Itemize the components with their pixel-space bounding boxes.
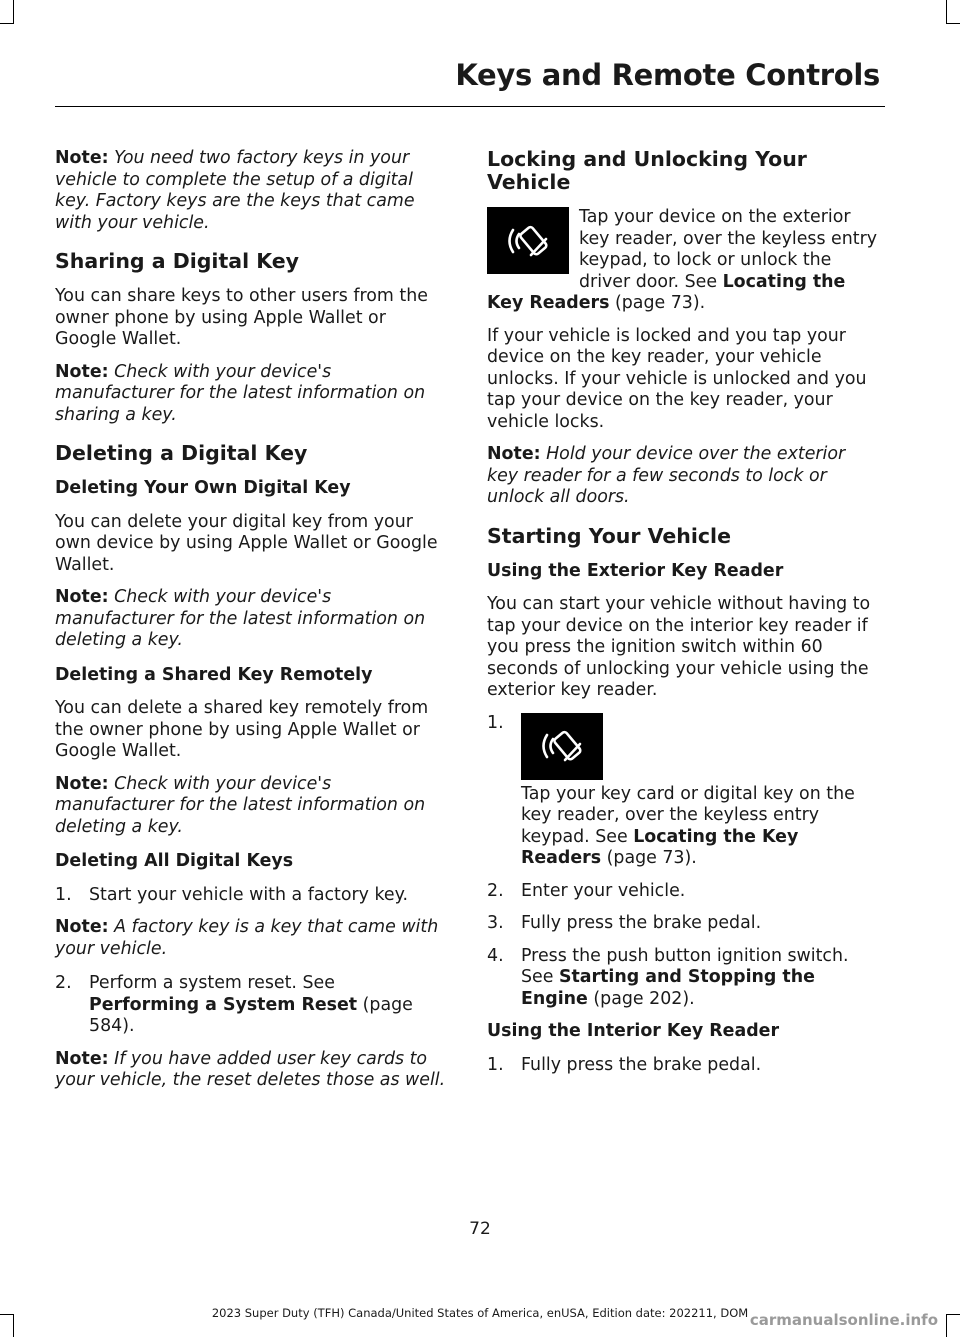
right-column [487, 148, 879, 1087]
list-item [55, 973, 447, 1038]
paragraph: You can start your vehicle without having to tap your device on the interior key reader if you press the ignition switch within 60 seconds of unlocking your vehicle using the exterior key reader. [487, 594, 871, 700]
heading-locking-unlocking: Locking and Unlocking Your Vehicle [487, 147, 807, 194]
note-text: A factory key is a key that came with your vehicle. [55, 917, 439, 959]
list-text [521, 713, 879, 870]
list-text-post: (page 584). [89, 994, 413, 1036]
page-title: Keys and Remote Controls [455, 58, 880, 92]
subheading-deleting-own-key: Deleting Your Own Digital Key [55, 478, 351, 498]
list-item [487, 881, 879, 903]
list-number: 4. [487, 945, 504, 966]
note-text: Check with your device's manufacturer for the latest information on sharing a key. [55, 361, 426, 425]
subheading-interior-key-reader: Using the Interior Key Reader [487, 1021, 780, 1041]
note [55, 587, 447, 652]
list-text-pre: Perform a system reset. See [89, 973, 335, 993]
paragraph: You can share keys to other users from the owner phone by using Apple Wallet or Google Wallet. [55, 286, 428, 349]
list-number: 3. [487, 913, 504, 933]
list-number: 1. [487, 712, 504, 733]
note-label: Note: [55, 587, 109, 607]
list-text: Start your vehicle with a factory key. [89, 884, 408, 905]
header-rule [55, 106, 885, 107]
left-column [55, 148, 447, 1105]
list-number: 1. [55, 884, 72, 905]
note-label: Note: [55, 773, 109, 794]
list-text [521, 946, 879, 1011]
paragraph-text-pre: Tap your device on the exterior key reader, over the keyless entry keypad, to lock or unlock the driver door. See [579, 207, 878, 292]
note-text: Hold your device over the exterior key reader for a few seconds to lock or unlock all doors. [487, 444, 846, 507]
list-item [55, 885, 447, 907]
nfc-tap-icon-graphic [501, 217, 555, 265]
crop-mark-top-left-v [13, 0, 14, 23]
list-text: Fully press the brake pedal. [521, 913, 762, 933]
list-item [487, 946, 879, 1011]
crop-mark-top-left-h [0, 23, 14, 24]
heading-deleting-digital-key: Deleting a Digital Key [55, 441, 308, 465]
note [55, 774, 447, 839]
note-label: Note: [55, 1048, 109, 1069]
note [55, 917, 447, 960]
list-number: 1. [487, 1054, 504, 1075]
note-label: Note: [55, 148, 109, 168]
note-label: Note: [55, 917, 109, 937]
cross-reference-link[interactable]: Locating the Key Readers [521, 826, 799, 868]
subheading-deleting-shared-key: Deleting a Shared Key Remotely [55, 664, 373, 685]
note-label: Note: [55, 361, 109, 382]
note [55, 148, 447, 234]
list-text-pre: Tap your key card or digital key on the key reader, over the keyless entry keypad. See [521, 783, 855, 847]
heading-starting-vehicle: Starting Your Vehicle [487, 523, 731, 548]
list-text [89, 973, 447, 1038]
note [55, 1049, 447, 1092]
paragraph: You can delete your digital key from your own device by using Apple Wallet or Google Wallet. [55, 511, 438, 575]
heading-sharing-digital-key: Sharing a Digital Key [55, 249, 300, 273]
cross-reference-link[interactable]: Performing a System Reset [89, 994, 358, 1015]
edition-footer: 2023 Super Duty (TFH) Canada/United States of America, enUSA, Edition date: 202211, DOM [211, 1306, 749, 1320]
note-label: Note: [487, 444, 541, 464]
list-text: Enter your vehicle. [521, 880, 686, 901]
page-number: 72 [469, 1219, 491, 1239]
list-text-post: (page 202). [587, 988, 695, 1009]
note-text: You need two factory keys in your vehicle to complete the setup of a digital key. Factory keys are the keys that came with your vehicle. [55, 148, 415, 233]
watermark: carmanualsonline.info [749, 1311, 938, 1329]
list-number: 2. [55, 973, 72, 993]
note-text: If you have added user key cards to your vehicle, the reset deletes those as well. [55, 1048, 446, 1090]
crop-mark-top-right-v [946, 0, 947, 23]
nfc-tap-icon [487, 207, 569, 274]
note [487, 444, 879, 509]
note-text: Check with your device's manufacturer for the latest information on deleting a key. [55, 587, 426, 650]
list-item [487, 913, 879, 935]
nfc-tap-icon [521, 713, 603, 780]
paragraph [487, 207, 879, 315]
list-text: Fully press the brake pedal. [521, 1054, 762, 1075]
note [55, 362, 447, 427]
list-text-post: (page 73). [601, 848, 697, 868]
subheading-deleting-all-keys: Deleting All Digital Keys [55, 851, 294, 871]
crop-mark-top-right-h [946, 23, 960, 24]
note-text: Check with your device's manufacturer for the latest information on deleting a key. [55, 773, 426, 837]
paragraph-text-post: (page 73). [609, 293, 706, 313]
list-item [487, 713, 879, 870]
paragraph: If your vehicle is locked and you tap your device on the key reader, your vehicle unlocks. If your vehicle is unlocked and you tap your device on the key reader, your vehicle locks. [487, 325, 867, 432]
list-item [487, 1055, 879, 1077]
paragraph: You can delete a shared key remotely from the owner phone by using Apple Wallet or Google Wallet. [55, 698, 429, 761]
cross-reference-link[interactable]: Starting and Stopping the Engine [521, 967, 815, 1009]
subheading-exterior-key-reader: Using the Exterior Key Reader [487, 560, 784, 581]
list-number: 2. [487, 880, 504, 901]
nfc-tap-icon-graphic [535, 722, 589, 770]
list-text-pre: Press the push button ignition switch. See [521, 945, 849, 987]
cross-reference-link[interactable]: Locating the Key Readers [487, 271, 846, 313]
